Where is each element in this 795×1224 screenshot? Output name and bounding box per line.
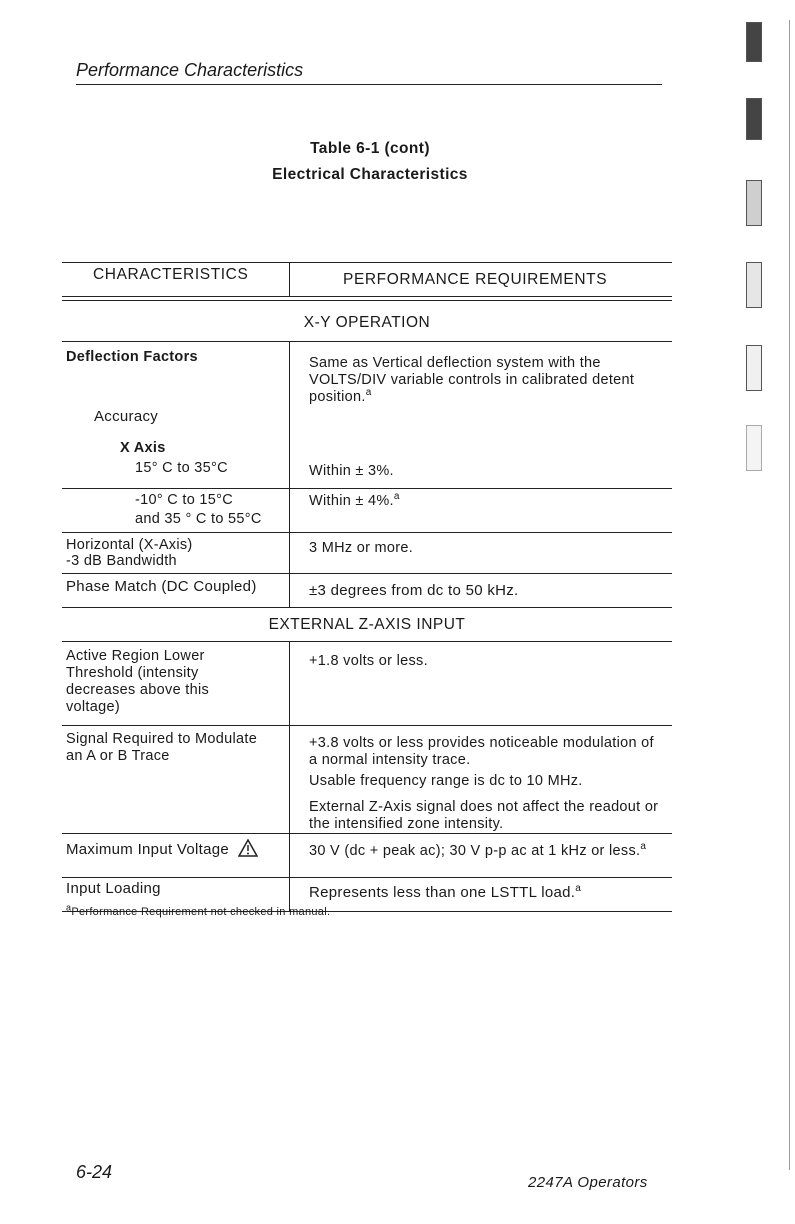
bandwidth-label-line2: -3 dB Bandwidth: [66, 553, 177, 569]
bandwidth-value: 3 MHz or more.: [309, 540, 414, 556]
table-subtitle: Electrical Characteristics: [272, 166, 468, 183]
xy-column-divider: [289, 341, 290, 607]
input-loading-value: Represents less than one LSTTL load.$^a$: [309, 883, 582, 901]
table-title: Table 6-1 (cont): [310, 140, 430, 157]
header-rule-1: [62, 296, 672, 297]
column-header-characteristics: CHARACTERISTICS: [93, 266, 249, 283]
temp-range-1-value: Within ± 3%.: [309, 463, 394, 479]
deflection-factors-label: Deflection Factors: [66, 349, 198, 365]
temp-range-2-label-line1: -10° C to 15°C: [135, 492, 234, 508]
signal-value-frequency: Usable frequency range is dc to 10 MHz.: [309, 773, 583, 789]
z-column-divider: [289, 641, 290, 911]
table-top-rule: [62, 262, 672, 263]
max-voltage-value: 30 V (dc + peak ac); 30 V p-p ac at 1 kHz or less.$^a$: [309, 841, 647, 859]
section-xy-operation: X-Y OPERATION: [303, 314, 431, 331]
header-rule-2: [62, 300, 672, 301]
threshold-label: Active Region Lower Threshold (intensity decreases above this voltage): [66, 648, 210, 715]
warning-triangle-icon: [238, 839, 258, 857]
accuracy-label: Accuracy: [94, 408, 159, 425]
xy-section-bottom-rule: [62, 607, 672, 608]
edge-tab-marker: [746, 262, 762, 308]
signal-label: Signal Required to Modulate an A or B Trace: [66, 731, 258, 764]
max-voltage-label: Maximum Input Voltage: [66, 839, 258, 858]
footnote-text: Performance Requirement not checked in manual.: [71, 906, 331, 918]
phase-match-label: Phase Match (DC Coupled): [66, 578, 257, 595]
footnote-marker: a: [66, 902, 72, 913]
phase-match-value: ±3 degrees from dc to 50 kHz.: [309, 582, 519, 599]
edge-tab-marker: [746, 425, 762, 471]
edge-tab-marker: [746, 180, 762, 226]
edge-tab-marker: [746, 98, 762, 140]
row-rule-signal: [62, 725, 672, 726]
x-axis-label: X Axis: [120, 440, 166, 456]
deflection-factors-value: Same as Vertical deflection system with the VOLTS/DIV variable controls in calibrated detent position.$^a$: [309, 355, 635, 405]
xy-section-rule: [62, 341, 672, 342]
column-header-requirements: PERFORMANCE REQUIREMENTS: [343, 271, 608, 288]
manual-name: 2247A Operators: [528, 1174, 648, 1191]
temp-range-2-label-line2: and 35 ° C to 55°C: [135, 511, 262, 527]
input-loading-label: Input Loading: [66, 880, 161, 897]
row-rule-bandwidth: [62, 532, 672, 533]
signal-value-readout: External Z-Axis signal does not affect the readout or the intensified zone intensity.: [309, 799, 659, 832]
bandwidth-label-line1: Horizontal (X-Axis): [66, 537, 193, 553]
threshold-value: +1.8 volts or less.: [309, 653, 428, 669]
footnote: [66, 902, 331, 918]
running-title: Performance Characteristics: [76, 60, 304, 80]
page-number: 6-24: [76, 1162, 113, 1182]
edge-tab-marker: [746, 22, 762, 62]
row-rule-phase: [62, 573, 672, 574]
section-z-axis-input: EXTERNAL Z-AXIS INPUT: [268, 616, 466, 633]
z-section-rule: [62, 641, 672, 642]
page-edge-line: [789, 20, 790, 1170]
header-divider: [289, 262, 290, 296]
row-rule-range: [62, 488, 672, 489]
running-header: [76, 60, 662, 85]
edge-tab-marker: [746, 345, 762, 391]
signal-value-modulation: +3.8 volts or less provides noticeable modulation of a normal intensity trace.: [309, 735, 654, 768]
row-rule-loading: [62, 877, 672, 878]
temp-range-2-value: Within ± 4%.$^a$: [309, 491, 400, 509]
row-rule-max-voltage: [62, 833, 672, 834]
temp-range-1-label: 15° C to 35°C: [135, 460, 228, 476]
